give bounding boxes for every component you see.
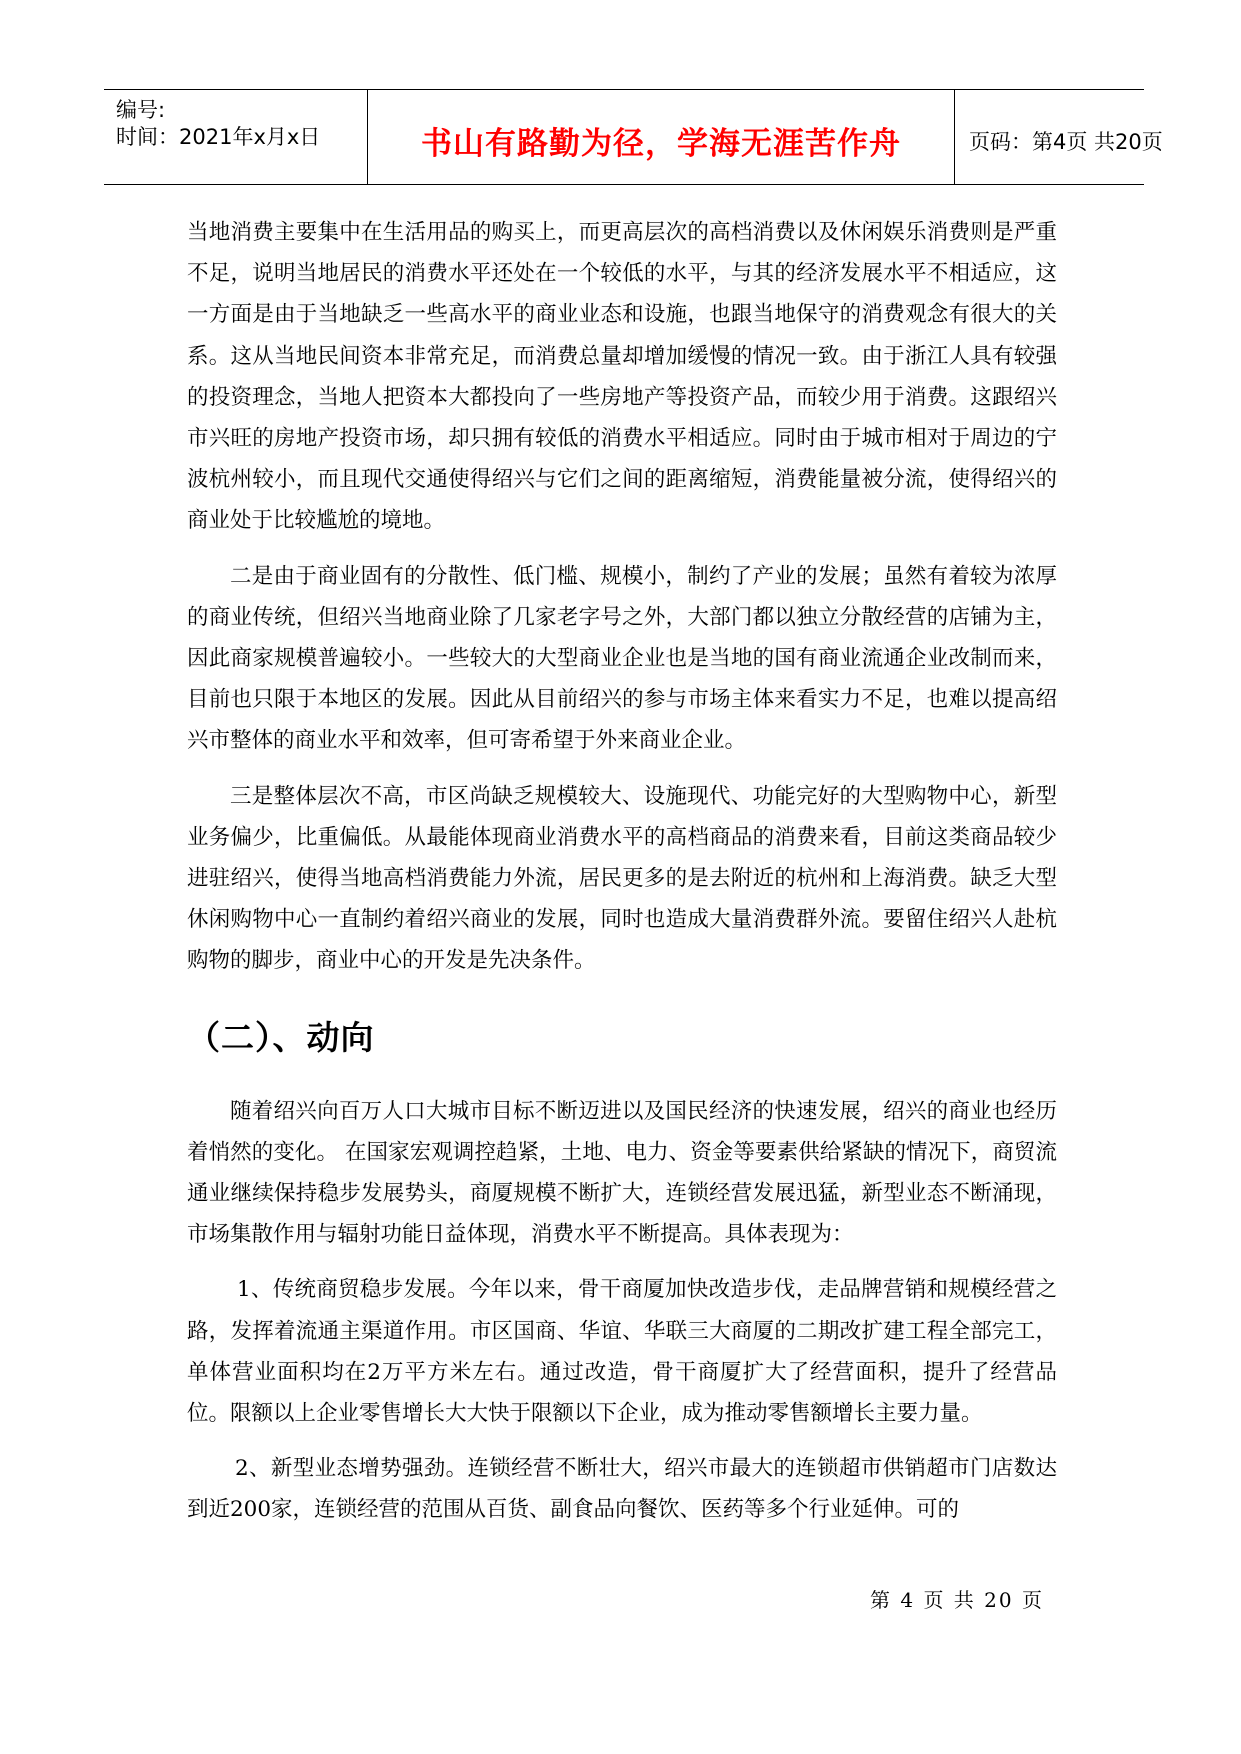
motto-text: 书山有路勤为径，学海无涯苦作舟 [421,126,901,162]
header-middle-cell [368,90,955,184]
document-header [104,89,1163,185]
paragraph-2: 二是由于商业固有的分散性、低门槛、规模小，制约了产业的发展；虽然有着较为浓厚的商业传统，但绍兴当地商业除了几家老字号之外，大部门都以独立分散经营的店铺为主，因此商家规模普遍较小。一些较大的大型商业企业也是当地的国有商业流通企业改制而来，目前也只限于本地区的发展。因此从目前绍兴的参与市场主体来看实力不足，也难以提高绍兴市整体的商业水平和效率，但可寄希望于外来商业企业。 [187,563,1057,754]
page-info: 页码：第4页 共20页 [969,130,1163,154]
document-body [187,212,1057,1545]
paragraph-1: 当地消费主要集中在生活用品的购买上，而更高层次的高档消费以及休闲娱乐消费则是严重不足，说明当地居民的消费水平还处在一个较低的水平，与其的经济发展水平不相适应，这一方面是由于当地缺乏一些高水平的商业业态和设施，也跟当地保守的消费观念有很大的关系。这从当地民间资本非常充足，而消费总量却增加缓慢的情况一致。由于浙江人具有较强的投资理念，当地人把资本大都投向了一些房地产等投资产品，而较少用于消费。这跟绍兴市兴旺的房地产投资市场，却只拥有较低的消费水平相适应。同时由于城市相对于周边的宁波杭州较小，而且现代交通使得绍兴与它们之间的距离缩短，消费能量被分流，使得绍兴的商业处于比较尴尬的境地。 [187,220,1057,534]
page-footer: 第 4 页 共 20 页 [870,1588,1044,1612]
header-left-cell [104,90,368,184]
paragraph-6: 2、新型业态增势强劲。连锁经营不断壮大，绍兴市最大的连锁超市供销超市门店数达到近200家，连锁经营的范围从百货、副食品向餐饮、医药等多个行业延伸。可的 [187,1456,1057,1523]
time-label: 时间：2021年x月x日 [116,125,321,149]
number-label: 编号: [116,98,166,122]
paragraph-5: 1、传统商贸稳步发展。今年以来，骨干商厦加快改造步伐，走品牌营销和规模经营之路，发挥着流通主渠道作用。市区国商、华谊、华联三大商厦的二期改扩建工程全部完工，单体营业面积均在2万平方米左右。通过改造，骨干商厦扩大了经营面积，提升了经营品位。限额以上企业零售增长大大快于限额以下企业，成为推动零售额增长主要力量。 [187,1277,1057,1427]
paragraph-4: 随着绍兴向百万人口大城市目标不断迈进以及国民经济的快速发展，绍兴的商业也经历着悄然的变化。 在国家宏观调控趋紧，土地、电力、资金等要素供给紧缺的情况下，商贸流通业继续保持稳步发展势头，商厦规模不断扩大，连锁经营发展迅猛，新型业态不断涌现，市场集散作用与辐射功能日益体现，消费水平不断提高。具体表现为： [187,1098,1057,1248]
header-right-cell [955,90,1163,184]
section-heading: （二）、动向 [187,1017,375,1057]
paragraph-3: 三是整体层次不高，市区尚缺乏规模较大、设施现代、功能完好的大型购物中心，新型业务偏少，比重偏低。从最能体现商业消费水平的高档商品的消费来看，目前这类商品较少进驻绍兴，使得当地高档消费能力外流，居民更多的是去附近的杭州和上海消费。缺乏大型休闲购物中心一直制约着绍兴商业的发展，同时也造成大量消费群外流。要留住绍兴人赴杭购物的脚步，商业中心的开发是先决条件。 [187,783,1057,974]
